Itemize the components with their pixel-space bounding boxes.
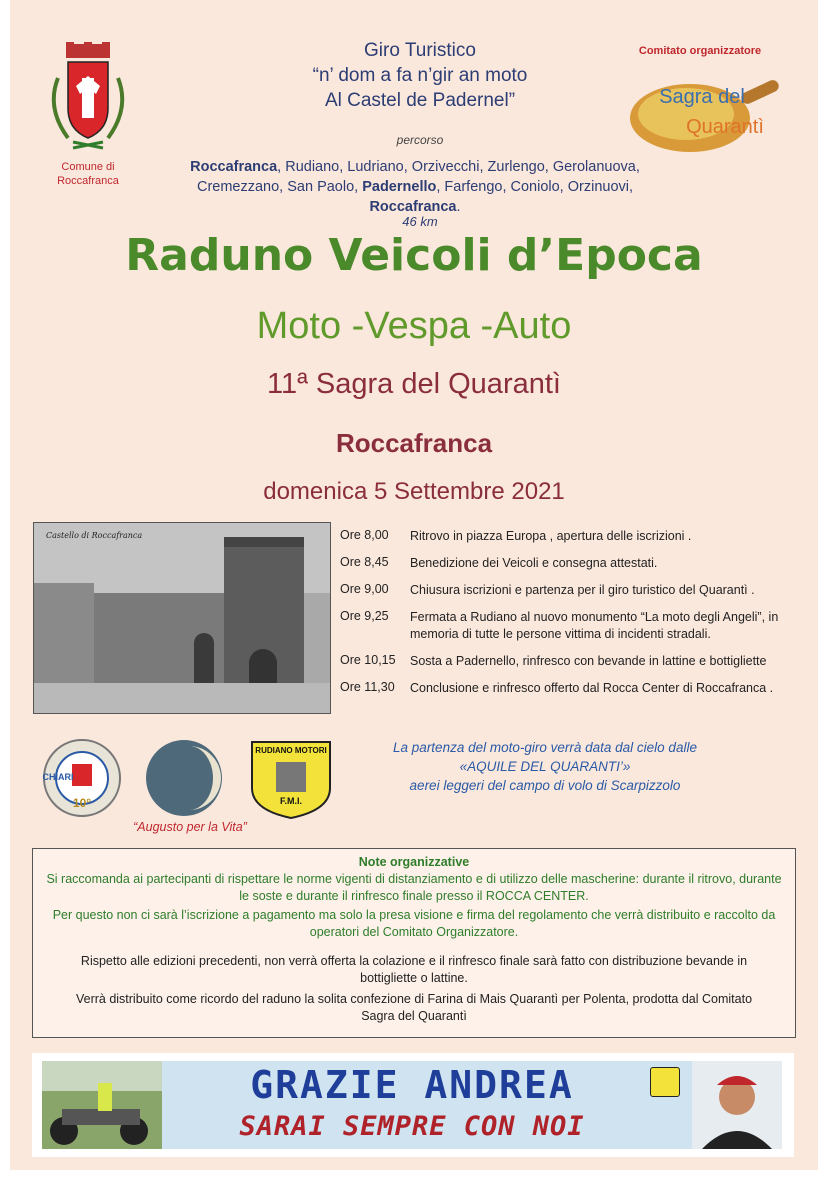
- rudiano-bottom-text: F.M.I.: [280, 796, 302, 806]
- place-title: Roccafranca: [335, 428, 493, 458]
- vehicle-types: Moto -Vespa -Auto: [256, 305, 572, 347]
- route-town-start: Roccafranca: [190, 159, 278, 175]
- schedule-time: Ore 11,30: [340, 680, 395, 694]
- comune-coat-of-arms: [38, 38, 138, 158]
- vespa-chiari-text: CHIARI: [42, 772, 74, 782]
- sagra-logo-line2: Quarantì: [686, 116, 764, 138]
- comune-label: [38, 160, 138, 188]
- castle-photo: [33, 522, 331, 714]
- comitato-label: Comitato organizzatore: [638, 45, 762, 57]
- notes-green-2: Per questo non ci sarà l’iscrizione a pagamento ma solo la presa visione e firma del regolamento che verrà distribuito e raccolto da operatori del Comitato Organizzatore.: [52, 908, 776, 939]
- banner-person-photo: [692, 1061, 782, 1149]
- notes-header: Note organizzative: [358, 855, 470, 869]
- route-line3: .: [456, 199, 461, 215]
- augusto-caption: “Augusto per la Vita”: [133, 820, 247, 834]
- augusto-moon-logo: [143, 738, 225, 818]
- banner-rudiano-logo: [650, 1067, 680, 1097]
- percorso-label: percorso: [396, 133, 444, 147]
- schedule-row: [340, 582, 810, 599]
- vespa-club-chiari-logo: [38, 738, 126, 818]
- notes-green-1: Si raccomanda ai partecipanti di rispettare le norme vigenti di distanziamento e di utilizzo delle mascherine: durante il ritrovo, durante le soste e durante il rinfresco finale presso il ROCCA CENTER.: [46, 872, 782, 903]
- comune-line2: Roccafranca: [57, 175, 119, 187]
- notes-box: [32, 848, 796, 1038]
- partenza-line1: La partenza del moto-giro verrà data dal cielo dalle: [393, 740, 697, 755]
- sagra-logo: [620, 66, 790, 156]
- main-title: Raduno Veicoli d’Epoca: [125, 230, 703, 281]
- schedule-desc: Benedizione dei Veicoli e consegna attestati.: [410, 556, 658, 570]
- notes-black-1: Rispetto alle edizioni precedenti, non verrà offerta la colazione e il rinfresco finale sarà fatto con distribuzione bevande in bottigliette o lattine.: [80, 954, 748, 985]
- photo-caption: Castello di Roccafranca: [46, 531, 143, 540]
- partenza-line3: aerei leggeri del campo di volo di Scarpizzolo: [409, 778, 681, 793]
- giro-line1: Giro Turistico: [364, 40, 476, 61]
- schedule-row: [340, 680, 810, 697]
- schedule: [340, 528, 810, 697]
- schedule-desc: Chiusura iscrizioni e partenza per il giro turistico del Quarantì .: [410, 583, 755, 597]
- giro-line2: “n’ dom a fa n’gir an moto: [312, 65, 528, 86]
- notes-black-2: Verrà distribuito come ricordo del raduno la solita confezione di Farina di Mais Quarantì per Polenta, prodotta dal Comitato Sagra del Quarantì: [75, 992, 753, 1023]
- partenza-line2: «AQUILE DEL QUARANTI’»: [459, 759, 631, 774]
- schedule-row: [340, 653, 810, 670]
- banner-panel: [42, 1061, 782, 1149]
- banner-line2: SARAI SEMPRE CON NOI: [239, 1111, 585, 1142]
- rudiano-motori-logo: [248, 738, 334, 820]
- giro-heading: [210, 38, 630, 113]
- schedule-desc: Sosta a Padernello, rinfresco con bevande in lattine e bottigliette: [410, 654, 767, 668]
- partenza-note: [350, 738, 740, 795]
- schedule-time: Ore 9,25: [340, 609, 389, 623]
- route-distance: 46 km: [402, 214, 438, 229]
- route-line2a: Cremezzano, San Paolo,: [196, 179, 363, 195]
- schedule-row: [340, 609, 810, 643]
- schedule-time: Ore 9,00: [340, 582, 389, 596]
- schedule-time: Ore 10,15: [340, 653, 396, 667]
- giro-line3: Al Castel de Padernel”: [324, 90, 516, 111]
- vespa-number: 10°: [72, 796, 92, 810]
- sagra-logo-line1: Sagra del: [659, 86, 745, 108]
- poster: [10, 0, 818, 1170]
- schedule-desc: Fermata a Rudiano al nuovo monumento “La moto degli Angeli”, in memoria di tutte le persone vittima di incidenti stradali.: [410, 610, 779, 641]
- motorcycle-photo: [42, 1061, 162, 1149]
- schedule-row: [340, 528, 810, 545]
- route-line2b: , Farfengo, Coniolo, Orzinuovi,: [436, 179, 634, 195]
- schedule-desc: Conclusione e rinfresco offerto dal Rocca Center di Roccafranca .: [410, 681, 774, 695]
- rudiano-top-text: RUDIANO MOTORI: [255, 746, 327, 755]
- memorial-banner: [32, 1053, 794, 1157]
- route-town-mid: Padernello: [362, 179, 437, 195]
- schedule-time: Ore 8,45: [340, 555, 389, 569]
- banner-line1: GRAZIE ANDREA: [250, 1063, 574, 1107]
- route-line1: , Rudiano, Ludriano, Orzivecchi, Zurlengo, Gerolanuova,: [277, 159, 640, 175]
- edition-title: 11ª Sagra del Quarantì: [267, 368, 561, 400]
- route-text: [160, 157, 670, 217]
- event-date: domenica 5 Settembre 2021: [263, 478, 565, 505]
- route-town-end: Roccafranca: [369, 199, 457, 215]
- comune-line1: Comune di: [61, 161, 115, 173]
- schedule-desc: Ritrovo in piazza Europa , apertura delle iscrizioni .: [410, 529, 692, 543]
- schedule-time: Ore 8,00: [340, 528, 389, 542]
- schedule-row: [340, 555, 810, 572]
